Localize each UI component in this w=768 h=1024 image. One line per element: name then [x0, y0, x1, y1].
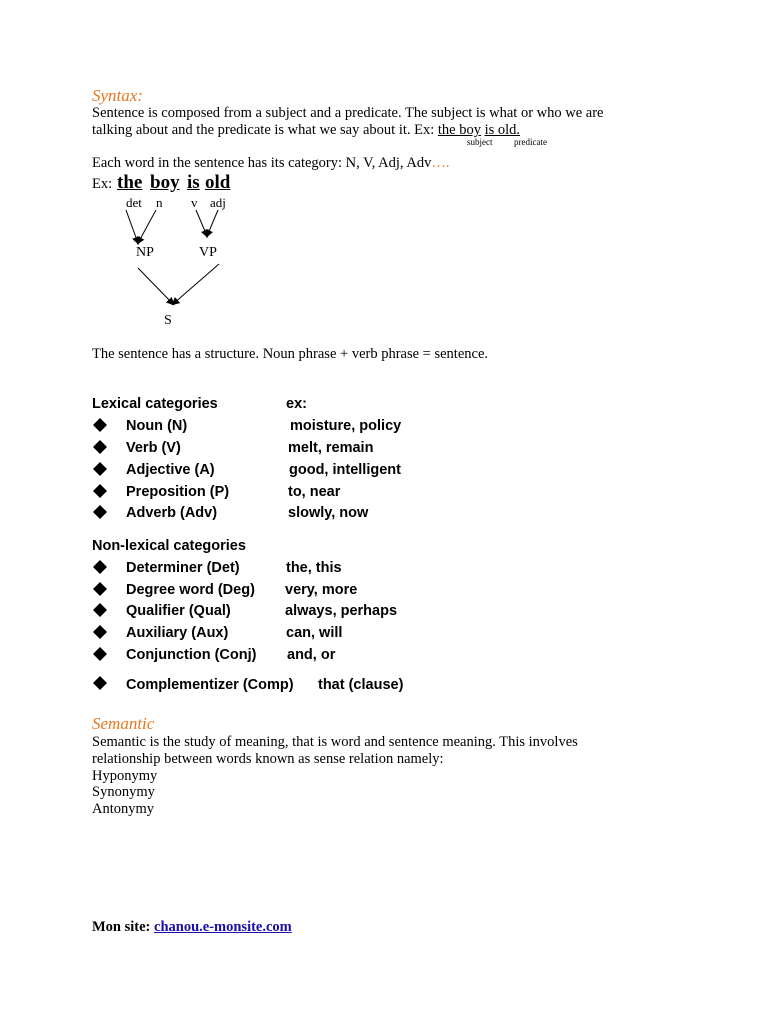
category-example: to, near: [288, 484, 341, 500]
semantic-heading: Semantic: [92, 714, 155, 733]
category-name: Conjunction (Conj): [126, 647, 257, 663]
syntax-heading: Syntax:: [92, 86, 143, 105]
diamond-bullet-icon: [93, 418, 106, 431]
tag-det: det: [126, 195, 142, 210]
category-name: Adjective (A): [126, 462, 215, 478]
example-word-old: old: [205, 172, 231, 193]
category-example: and, or: [287, 647, 336, 663]
tag-n: n: [156, 195, 163, 210]
category-name: Complementizer (Comp): [126, 677, 294, 693]
category-name: Degree word (Deg): [126, 582, 255, 598]
category-name: Auxiliary (Aux): [126, 625, 229, 641]
diamond-bullet-icon: [93, 505, 106, 518]
example-word-boy: boy: [150, 172, 180, 193]
diamond-bullet-icon: [93, 560, 106, 573]
category-name: Verb (V): [126, 440, 181, 456]
lexical-ex-header: ex:: [286, 396, 307, 412]
category-name: Qualifier (Qual): [126, 603, 231, 619]
category-example: good, intelligent: [289, 462, 401, 478]
term-hyponymy: Hyponymy: [92, 768, 158, 784]
structure-sentence: The sentence has a structure. Noun phrase + verb phrase = sentence.: [92, 346, 489, 362]
diamond-bullet-icon: [93, 484, 106, 497]
category-example: melt, remain: [288, 440, 374, 456]
term-synonymy: Synonymy: [92, 784, 155, 800]
syntax-line2-text: talking about and the predicate is what we say about it. Ex:: [92, 122, 438, 138]
category-name: Noun (N): [126, 418, 188, 434]
category-name: Adverb (Adv): [126, 505, 218, 521]
category-text: Each word in the sentence has its category: N, V, Adj, Adv: [92, 155, 432, 171]
diamond-bullet-icon: [93, 582, 106, 595]
example-word-the: the: [117, 172, 143, 193]
diamond-bullet-icon: [93, 603, 106, 616]
footer-label: Mon site:: [92, 919, 155, 935]
nonlexical-title: Non-lexical categories: [92, 538, 246, 554]
tree-node-vp: VP: [199, 245, 217, 260]
category-example: moisture, policy: [290, 418, 402, 434]
syntax-paragraph-line1: Sentence is composed from a subject and a predicate. The subject is what or who we are: [92, 105, 604, 121]
category-dots: ….: [431, 155, 450, 171]
category-example: slowly, now: [288, 505, 369, 521]
diamond-bullet-icon: [93, 676, 106, 689]
category-example: always, perhaps: [285, 603, 398, 619]
diamond-bullet-icon: [93, 647, 106, 660]
semantic-paragraph-line2: relationship between words known as sense relation namely:: [92, 751, 444, 767]
example-label: Ex:: [92, 176, 113, 192]
category-example: that (clause): [318, 677, 404, 693]
diamond-bullet-icon: [93, 440, 106, 453]
lexical-title: Lexical categories: [92, 396, 218, 412]
category-example: can, will: [286, 625, 343, 641]
category-name: Determiner (Det): [126, 560, 240, 576]
tag-adj: adj: [210, 195, 226, 210]
syntax-tree-lines: [0, 0, 768, 340]
subject-label: subject: [467, 137, 493, 147]
site-link[interactable]: chanou.e-monsite.com: [154, 919, 292, 935]
tree-node-s: S: [164, 313, 172, 328]
example-predicate: is old.: [484, 122, 521, 138]
category-example: the, this: [286, 560, 342, 576]
diamond-bullet-icon: [93, 625, 106, 638]
predicate-label: predicate: [514, 137, 547, 147]
semantic-paragraph-line1: Semantic is the study of meaning, that is word and sentence meaning. This involves: [92, 734, 578, 750]
term-antonymy: Antonymy: [92, 801, 155, 817]
example-word-is: is: [187, 172, 200, 193]
category-example: very, more: [285, 582, 358, 598]
tree-node-np: NP: [136, 245, 154, 260]
category-name: Preposition (P): [126, 484, 230, 500]
diamond-bullet-icon: [93, 462, 106, 475]
tag-v: v: [191, 195, 198, 210]
footer: [92, 919, 292, 936]
example-subject: the boy: [437, 122, 481, 138]
